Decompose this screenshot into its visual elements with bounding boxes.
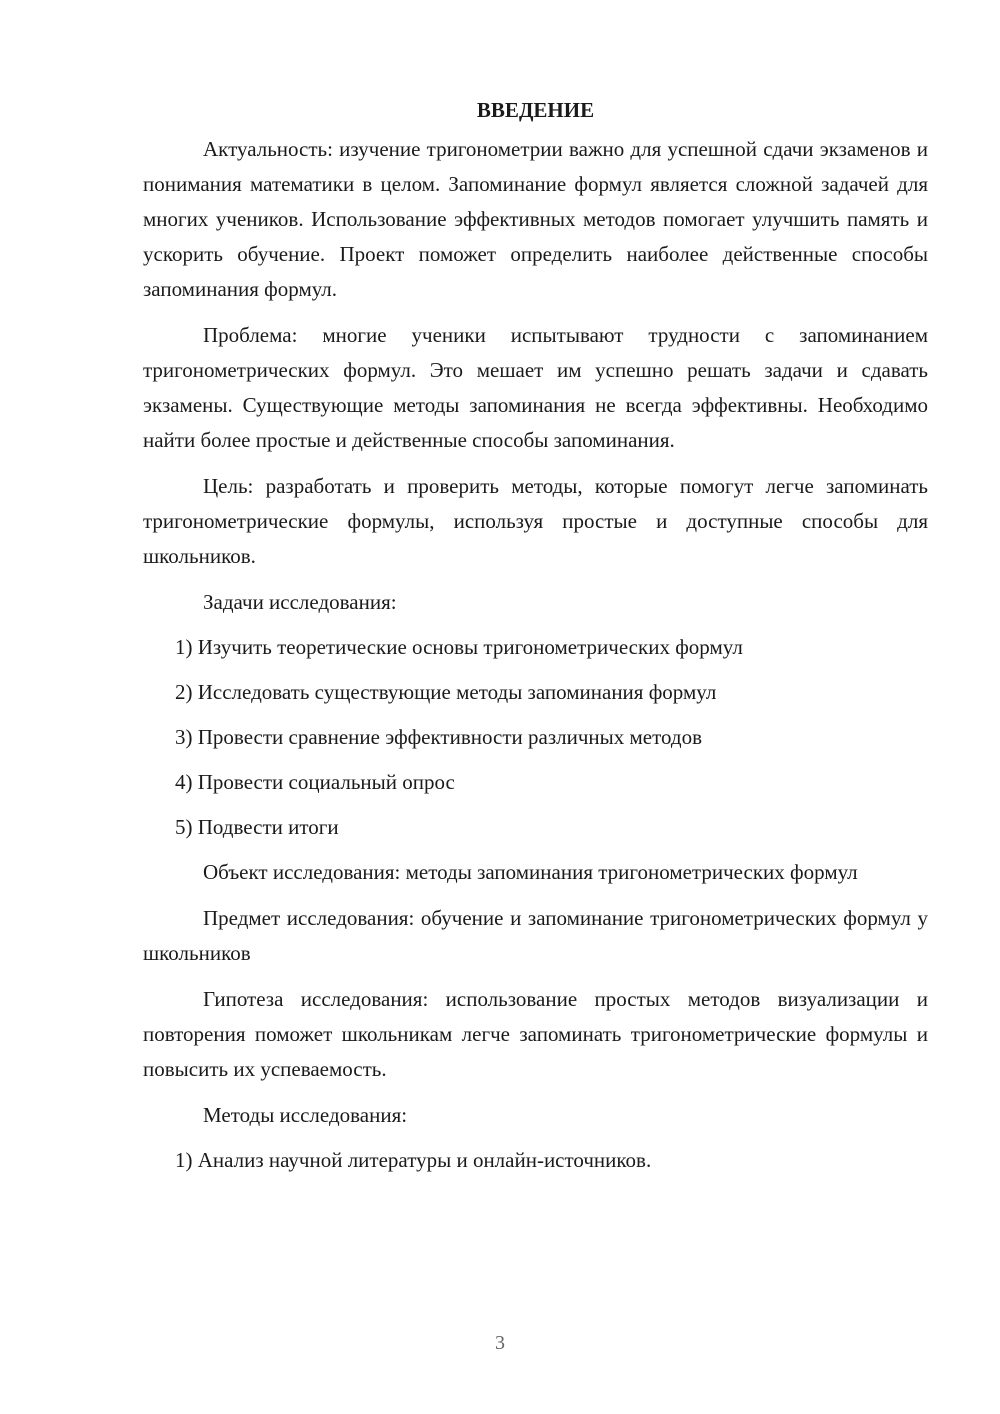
tasks-label: Задачи исследования: bbox=[203, 590, 397, 614]
method-item: 1) Анализ научной литературы и онлайн-источников. bbox=[175, 1148, 652, 1172]
document-page bbox=[143, 93, 928, 1188]
relevance-paragraph: Актуальность: изучение тригонометрии важно для успешной сдачи экзаменов и понимания математики в целом. Запоминание формул является сложной задачей для многих учеников. Использование эффективных методов помогает улучшить память и ускорить обучение. Проект поможет определить наиболее действенные способы запоминания формул. bbox=[143, 137, 928, 301]
task-item: 3) Провести сравнение эффективности различных методов bbox=[175, 725, 702, 749]
hypothesis-paragraph: Гипотеза исследования: использование простых методов визуализации и повторения поможет школьникам легче запоминать тригонометрические формулы и повысить их успеваемость. bbox=[143, 987, 928, 1081]
object-paragraph: Объект исследования: методы запоминания тригонометрических формул bbox=[203, 860, 858, 884]
task-item: 4) Провести социальный опрос bbox=[175, 770, 455, 794]
subject-paragraph: Предмет исследования: обучение и запоминание тригонометрических формул у школьников bbox=[143, 906, 928, 965]
task-item: 1) Изучить теоретические основы тригонометрических формул bbox=[175, 635, 743, 659]
methods-label: Методы исследования: bbox=[203, 1103, 408, 1127]
page-number: 3 bbox=[495, 1332, 505, 1354]
task-item: 5) Подвести итоги bbox=[175, 815, 339, 839]
task-item: 2) Исследовать существующие методы запоминания формул bbox=[175, 680, 717, 704]
goal-paragraph: Цель: разработать и проверить методы, которые помогут легче запоминать тригонометрические формулы, используя простые и доступные способы для школьников. bbox=[143, 474, 928, 568]
page-title: ВВЕДЕНИЕ bbox=[476, 98, 595, 122]
problem-paragraph: Проблема: многие ученики испытывают трудности с запоминанием тригонометрических формул. Это мешает им успешно решать задачи и сдавать экзамены. Существующие методы запоминания не всегда эффективны. Необходимо найти более простые и действенные способы запоминания. bbox=[143, 323, 928, 452]
